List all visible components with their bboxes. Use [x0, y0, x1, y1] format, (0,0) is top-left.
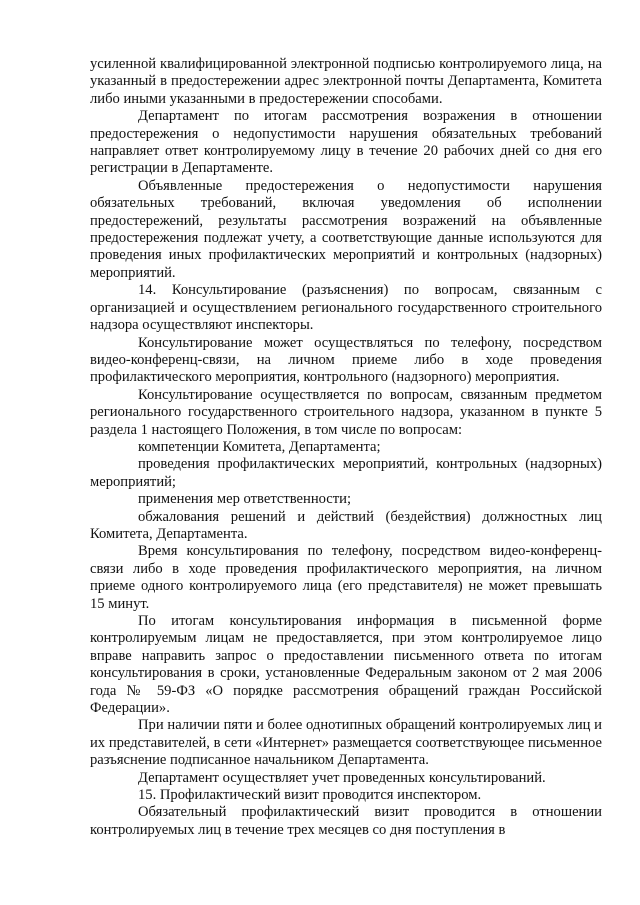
document-page	[90, 56, 602, 839]
paragraph-consulting-accounting: Департамент осуществляет учет проведенных консультирований.	[138, 769, 546, 786]
paragraph-objection-response: Департамент по итогам рассмотрения возражения в отношении предостережения о недопустимости нарушения обязательных требований направляет ответ контролируемому лицу в течение 20 рабочих дней со дня его регистрации в Департаменте.	[90, 108, 602, 177]
paragraph-internet-explanation: При наличии пяти и более однотипных обращений контролируемых лиц и их представителей, в сети «Интернет» размещается соответствующее письменное разъяснение подписанное начальником Департамента.	[90, 717, 602, 769]
paragraph-mandatory-visit: Обязательный профилактический визит проводится в отношении контролируемых лиц в течение трех месяцев со дня поступления в	[90, 804, 602, 838]
paragraph-consulting-time: Время консультирования по телефону, посредством видео-конференц-связи либо в ходе проведения профилактического мероприятия, на личном приеме одного контролируемого лица (его представителя) не может превышать 15 минут.	[90, 543, 602, 612]
paragraph-consulting-14: 14. Консультирование (разъяснения) по вопросам, связанным с организацией и осуществлением регионального государственного строительного надзора осуществляют инспекторы.	[90, 282, 602, 334]
paragraph-warnings-accounting: Объявленные предостережения о недопустимости нарушения обязательных требований, включая уведомления об исполнении предостережений, результаты рассмотрения возражений на объявленные предостережения подлежат учету, а соответствующие данные используются для проведения иных профилактических мероприятий и контрольных (надзорных) мероприятий.	[90, 177, 602, 281]
list-item-liability: применения мер ответственности;	[138, 491, 352, 508]
list-item-competence: компетенции Комитета, Департамента;	[138, 438, 381, 455]
list-item-preventive-events: проведения профилактических мероприятий, контрольных (надзорных) мероприятий;	[90, 456, 602, 490]
list-item-appeal: обжалования решений и действий (бездействия) должностных лиц Комитета, Департамента.	[90, 508, 602, 542]
paragraph-consulting-methods: Консультирование может осуществляться по телефону, посредством видео-конференц-связи, на личном приеме либо в ходе проведения профилактического мероприятия, контрольного (надзорного) мероприятия.	[90, 334, 602, 386]
paragraph-consulting-topics: Консультирование осуществляется по вопросам, связанным предметом регионального государственного строительного надзора, указанном в пункте 5 раздела 1 настоящего Положения, в том числе по вопросам:	[90, 386, 602, 438]
paragraph-visit-15: 15. Профилактический визит проводится инспектором.	[138, 787, 482, 804]
paragraph-warning-sent: усиленной квалифицированной электронной подписью контролируемого лица, на указанный в предостережении адрес электронной почты Департамента, Комитета либо иными указанными в предостережении способами.	[90, 56, 602, 107]
paragraph-written-answer: По итогам консультирования информация в письменной форме контролируемым лицам не предоставляется, при этом контролируемое лицо вправе направить запрос о предоставлении письменного ответа по итогам консультирования в сроки, установленные Федеральным законом от 2 мая 2006 года № 59-ФЗ «О порядке рассмотрения обращений граждан Российской Федерации».	[90, 613, 602, 717]
